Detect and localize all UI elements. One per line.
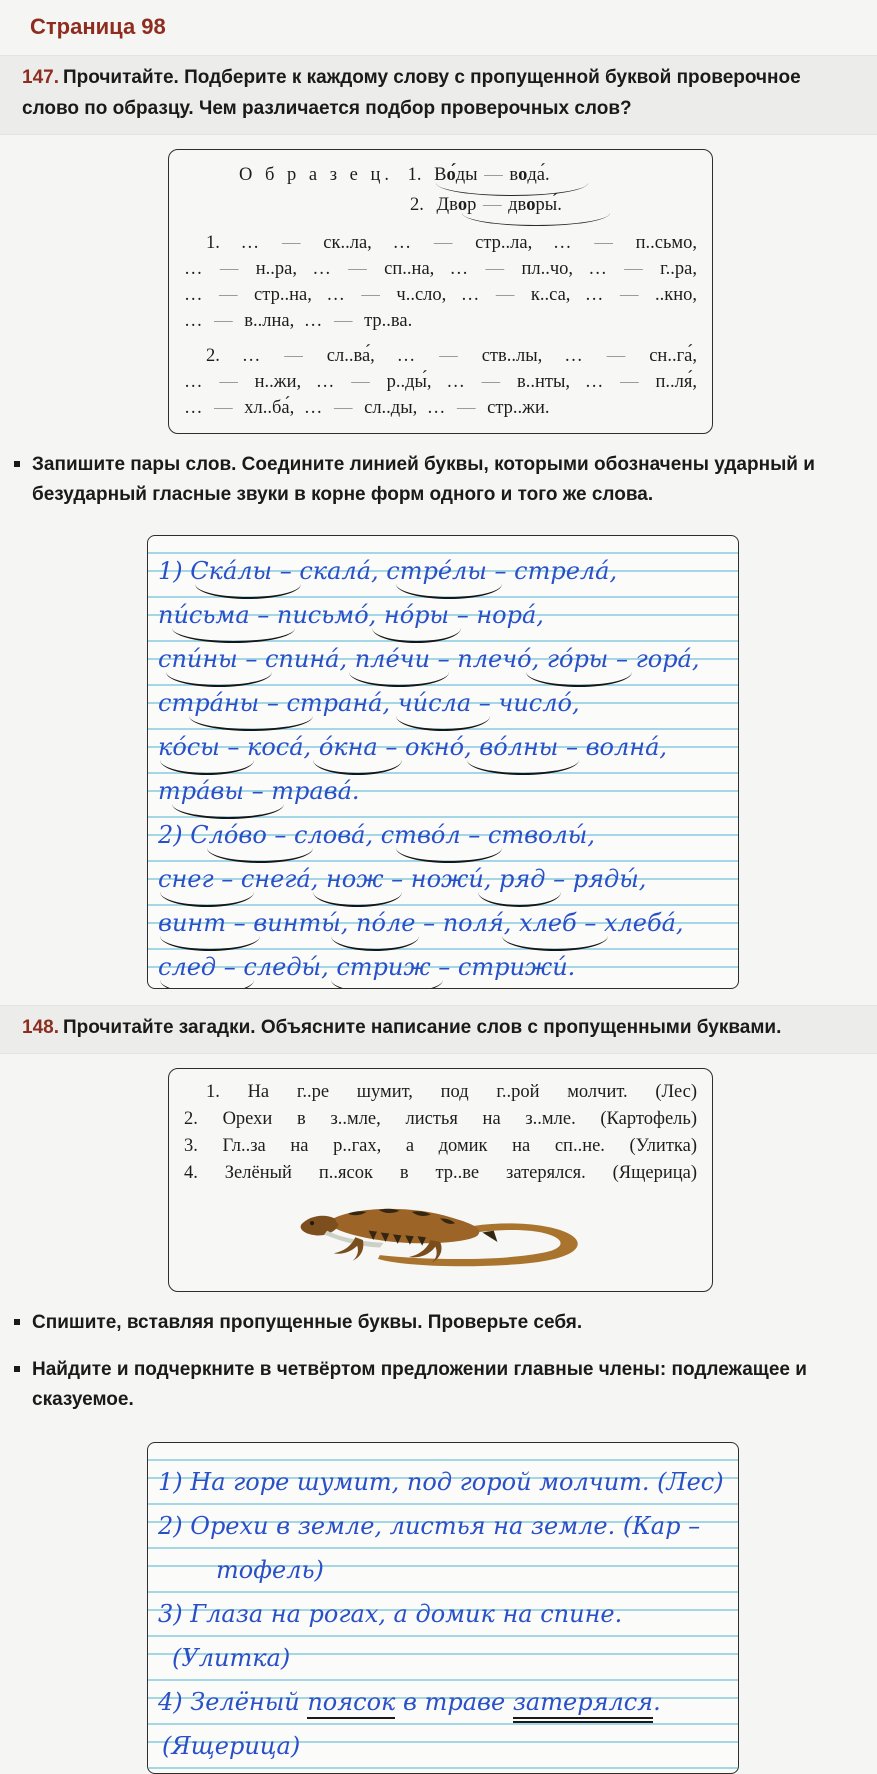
handwriting-text: спи́ны – спина́, пле́чи – плечо́, го́ры – гора́, (158, 645, 700, 674)
connector-arc (331, 980, 443, 989)
handwriting-line (148, 1459, 738, 1503)
riddle-list (184, 1079, 697, 1187)
ruled-paper (148, 536, 738, 988)
handwriting-line (148, 944, 738, 988)
handwriting-line (148, 548, 738, 592)
handwriting-text: стра́ны – страна́, чи́сла – число́, (158, 689, 580, 718)
handwriting-text: 1) Ска́лы – скала́, стре́лы – стрела́, (158, 557, 618, 586)
example-line-1: О б р а з е ц. 1. Во́ды — вода́. (184, 160, 697, 190)
handwriting-text: винт – винты́, по́ле – поля́, хлеб – хлеба́, (158, 909, 684, 938)
wordlist-line: … — в..лна, … — тр..ва. (184, 310, 413, 331)
bullet-square-icon (14, 1319, 20, 1325)
handwriting-line (148, 768, 738, 812)
handwriting-line (148, 1503, 738, 1547)
riddle-line: 2. Орехи в з..мле, листья на з..мле. (Картофель) (184, 1108, 697, 1129)
predicate-double-underline: затерялся (513, 1688, 653, 1719)
riddle-line: 1. На г..ре шумит, под г..рой молчит. (Лес) (206, 1081, 697, 1102)
lizard-image (184, 1193, 697, 1279)
example-line-2: 2. Двор — дворы́. (184, 190, 697, 220)
wordlist-group-2 (184, 343, 697, 421)
exercise-147-number: 147. (22, 67, 59, 88)
exercise-148-header (0, 1005, 877, 1054)
subject-underline: поясок (307, 1688, 395, 1719)
exercise-147-source-box (168, 149, 713, 434)
riddle-line: 3. Гл..за на р..гах, а домик на сп..не. (Улитка) (184, 1135, 697, 1156)
handwriting-text: снег – снега́, нож – ножи́, ряд – ряды́, (158, 865, 647, 894)
handwriting-line (148, 1723, 738, 1767)
handwriting-line (148, 680, 738, 724)
handwriting-line (148, 900, 738, 944)
wordlist-group-1 (184, 230, 697, 334)
handwriting-text: след – следы́, стриж – стрижи́. (158, 953, 576, 982)
exercise-147-header (0, 55, 877, 135)
handwriting-text: тофель) (216, 1556, 324, 1585)
wordlist-line: … — н..жи, … — р..ды́, … — в..нты, … — п..ля́, (184, 371, 697, 392)
example-label: О б р а з е ц. (239, 164, 394, 185)
ruled-paper (148, 1443, 738, 1773)
exercise-148-task-text: Прочитайте загадки. Объясните написание слов с пропущенными буквами. (62, 1017, 782, 1039)
handwriting-text: 4) Зелёный поясок в траве затерялся. (158, 1688, 661, 1716)
handwriting-text: (Ящерица) (162, 1732, 301, 1761)
wordlist-line: … — стр..на, … — ч..сло, … — к..са, … — ..кно, (184, 284, 698, 305)
handwriting-text: (Улитка) (172, 1644, 291, 1673)
wordlist-line: … — хл..ба́, … — сл..ды, … — стр..жи. (184, 397, 550, 418)
wordlist-line: 1. … — ск..ла, … — стр..ла, … — п..сьмо, (206, 232, 697, 253)
lizard-illustration (280, 1193, 602, 1273)
handwriting-answer-box-148 (147, 1442, 739, 1774)
riddle-line: 4. Зелёный п..ясок в тр..ве затерялся. (Ящерица) (184, 1162, 697, 1183)
instruction-write-pairs: Запишите пары слов. Соедините линией буквы, которыми обозначены ударный и безударный гласные звуки в корне форм одного и того же слова. (14, 450, 847, 512)
instruction-copy-insert-letters: Спишите, вставляя пропущенные буквы. Проверьте себя. (14, 1308, 847, 1339)
handwriting-text: 3) Глаза на рогах, а домик на спине. (158, 1600, 623, 1629)
connector-arc (160, 980, 254, 989)
handwriting-answer-box-147 (147, 535, 739, 989)
handwriting-line (148, 1679, 738, 1723)
page-title: Страница 98 (30, 14, 166, 39)
handwriting-line (148, 1591, 738, 1635)
handwriting-text: 2) Орехи в земле, листья на земле. (Кар – (158, 1512, 701, 1541)
connector-arc (462, 213, 610, 226)
instruction-underline-main-members: Найдите и подчеркните в четвёртом предложении главные члены: подлежащее и сказуемое. (14, 1355, 847, 1417)
wordlist-line: … — н..ра, … — сп..на, … — пл..чо, … — г..ра, (184, 258, 698, 279)
handwriting-text: тра́вы – трава́. (158, 777, 360, 806)
bullet-square-icon (14, 461, 20, 467)
handwriting-text: ко́сы – коса́, о́кна – окно́, во́лны – волна́, (158, 733, 668, 762)
exercise-147-task-text: Прочитайте. Подберите к каждому слову с пропущенной буквой проверочное слово по образцу. Чем различается подбор проверочных слов? (22, 67, 801, 119)
bullet-square-icon (14, 1366, 20, 1372)
handwriting-text: 1) На горе шумит, под горой молчит. (Лес) (158, 1468, 724, 1497)
handwriting-text: пи́сьма – письмо́, но́ры – нора́, (158, 601, 544, 630)
handwriting-line (148, 1547, 738, 1591)
handwriting-line (148, 1635, 738, 1679)
handwriting-text: 2) Сло́во – слова́, ство́л – стволы́, (158, 821, 595, 850)
exercise-148-number: 148. (22, 1017, 59, 1039)
exercise-148-source-box (168, 1068, 713, 1292)
wordlist-line: 2. … — сл..ва́, … — ств..лы, … — сн..га́, (206, 345, 697, 366)
